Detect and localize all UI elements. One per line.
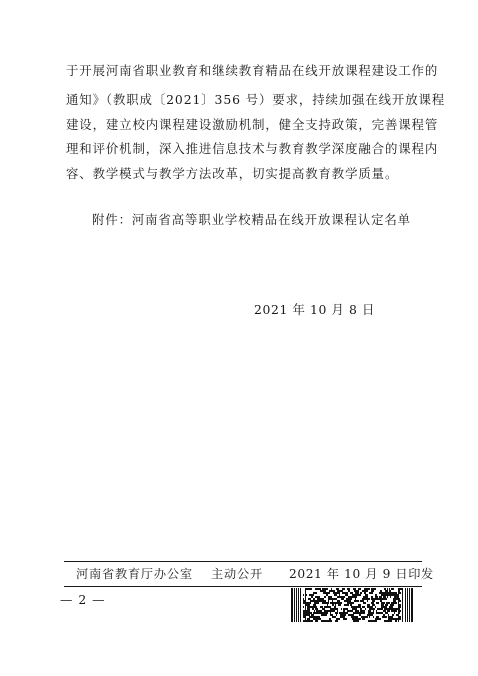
issuing-office: 河南省教育厅办公室 bbox=[76, 567, 193, 581]
body-line-1: 于开展河南省职业教育和继续教育精品在线开放课程建设工作的 bbox=[66, 63, 439, 78]
body-line-3: 建设，建立校内课程建设激励机制，健全支持政策，完善课程管 bbox=[66, 117, 439, 132]
body-line-2: 通知》（教职成〔2021〕356 号）要求，持续加强在线开放课程 bbox=[66, 92, 446, 107]
print-date: 2021 年 10 月 9 日印发 bbox=[289, 567, 434, 581]
pdf417-barcode-icon bbox=[291, 588, 413, 622]
document-date: 2021 年 10 月 8 日 bbox=[254, 302, 376, 317]
footer-bottom-rule bbox=[64, 586, 422, 587]
attachment-line: 附件：河南省高等职业学校精品在线开放课程认定名单 bbox=[92, 212, 411, 227]
page-number: — 2 — bbox=[60, 592, 106, 607]
body-line-5: 容、教学模式与教学方法改革，切实提高教育教学质量。 bbox=[66, 166, 399, 181]
body-line-4: 理和评价机制，深入推进信息技术与教育教学深度融合的课程内 bbox=[66, 141, 439, 156]
publicity-status: 主动公开 bbox=[211, 567, 263, 581]
footer-top-rule bbox=[64, 561, 422, 562]
